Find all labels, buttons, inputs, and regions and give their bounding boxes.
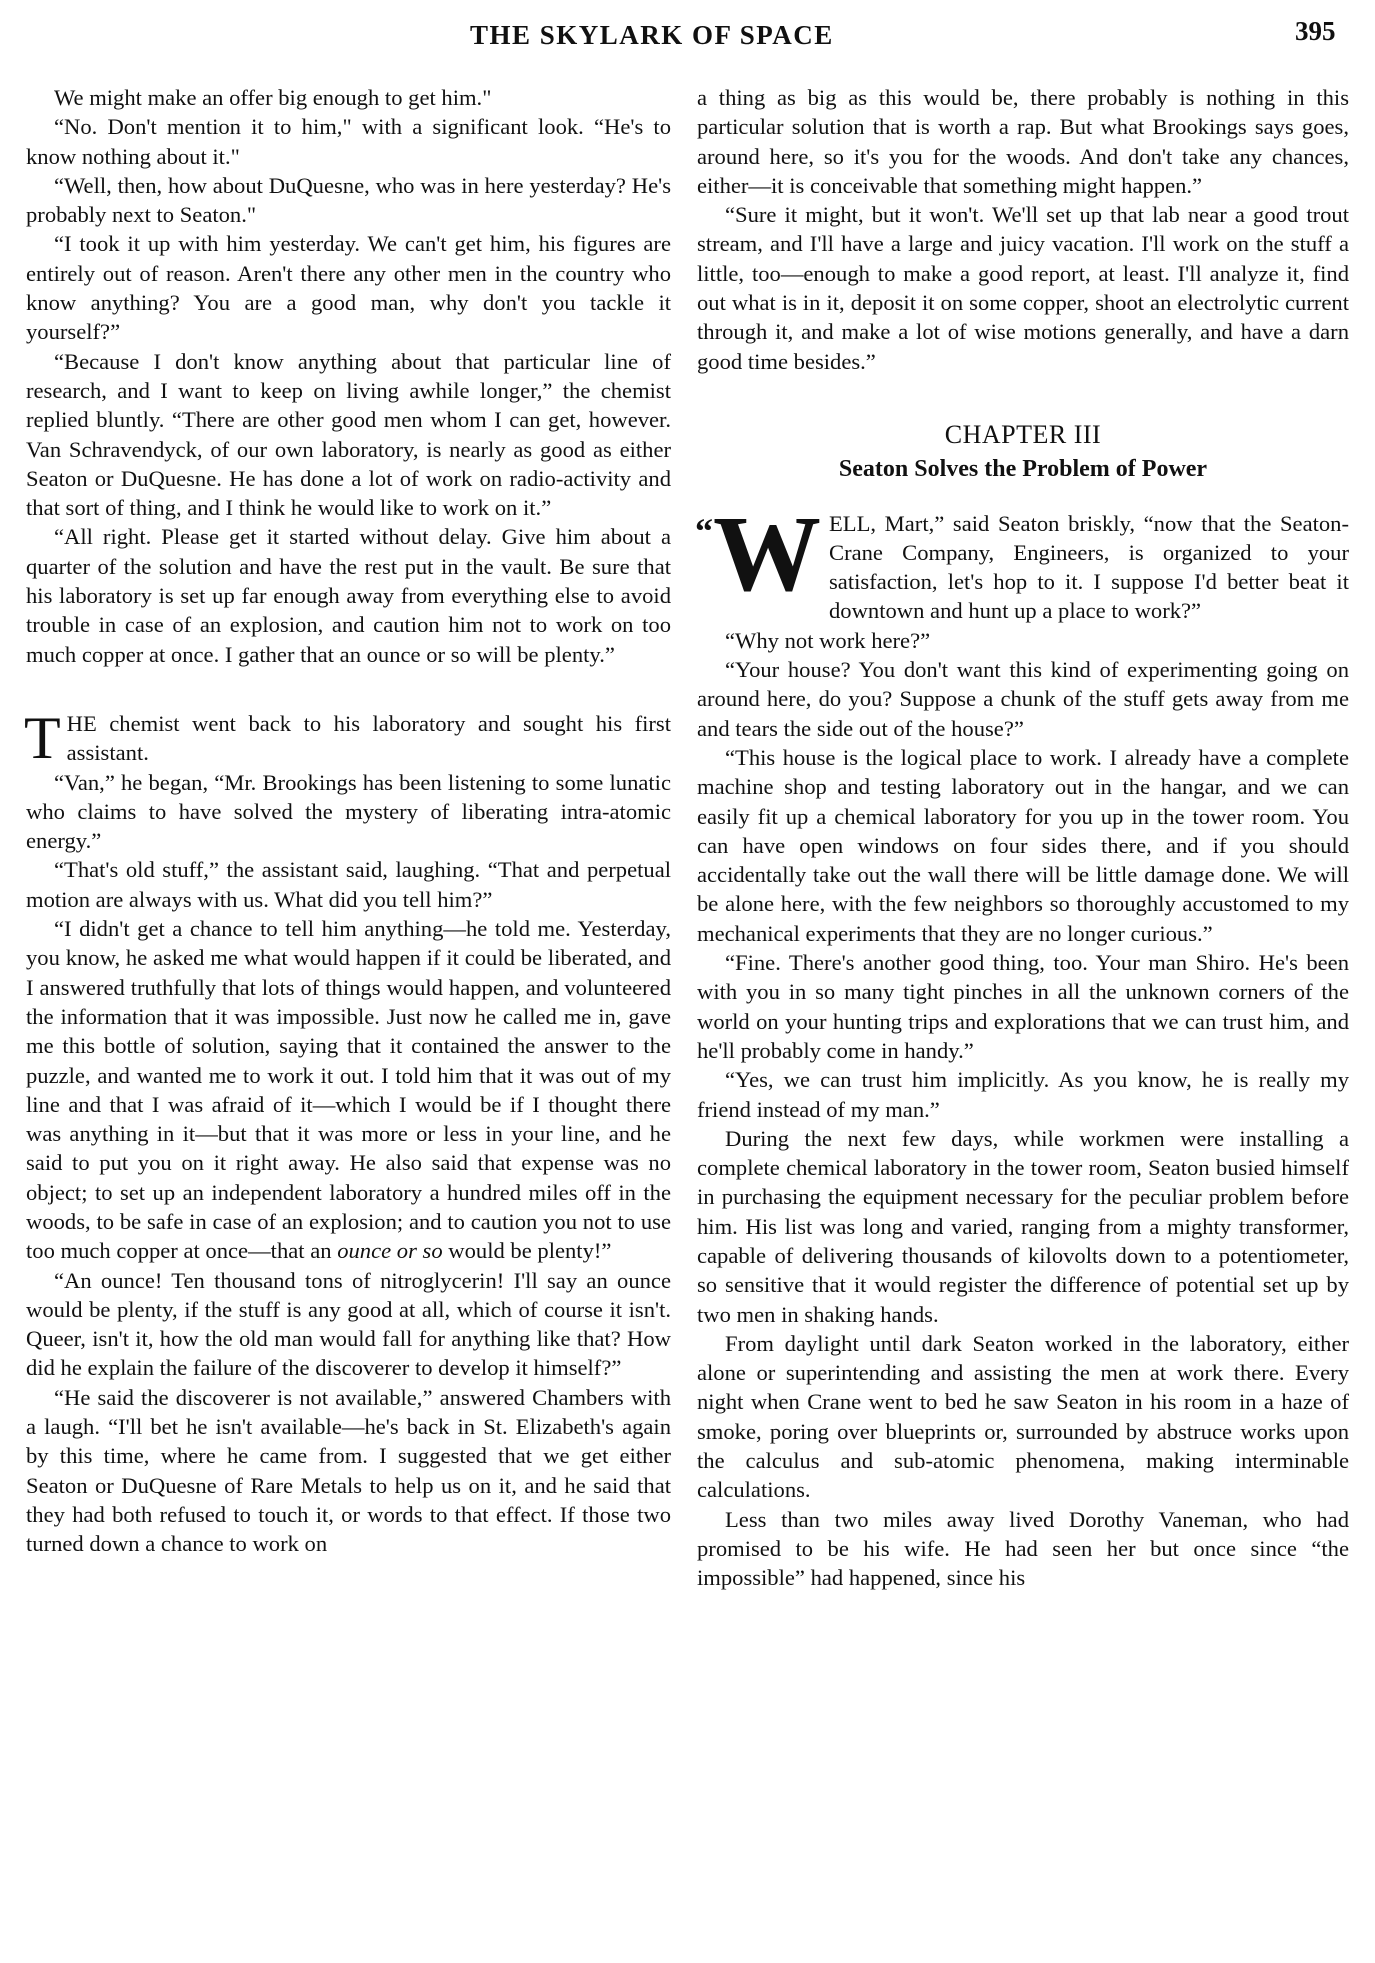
drop-cap [695,494,821,614]
paragraph: Less than two miles away lived Dorothy Vaneman, who had promised to be his wife. He had seen her but once since “the impossible” had happened, since his [697,1506,1349,1591]
chapter-number: CHAPTER III [944,419,1102,449]
paragraph: “I took it up with him yesterday. We can't get him, his figures are entirely out of reason. Aren't there any other men in the country who know anything? You are a good man, why don't you tackle it yourself?” [26,231,671,345]
paragraph: From daylight until dark Seaton worked in the laboratory, either alone or superintending and assisting the men at work there. Every night when Crane went to bed he saw Seaton in his room in a haze of smoke, poring over blueprints or, surrounded by abstruce works upon the calculus and sub-atomic phenomena, making interminable calculations. [697,1330,1349,1503]
page-number: 395 [1295,16,1336,46]
paragraph: During the next few days, while workmen were installing a complete chemical laboratory in the tower room, Seaton busied himself in purchasing the equipment necessary for the peculiar problem before him. His list was long and varied, ranging from a mighty transformer, capable of delivering thousands of kilovolts down to a potentiometer, so sensitive that it would register the difference of potential set up by two men in shaking hands. [697,1125,1349,1327]
paragraph-text: “I didn't get a chance to tell him anything—he told me. Yesterday, you know, he asked me what would happen if it could be liberated, and I answered truthfully that lots of things would happen, and volunteered the information that it was impossible. Just now he called me in, gave me this bottle of solution, saying that it contained the answer to the puzzle, and wanted me to work it out. I told him that it was out of my line and that I was afraid of it—which I would be if I thought there was anything in it—but that it was more or less in your line, and he said to put you on it right away. He also said that expense was no object; to set up an independent laboratory a hundred miles off in the woods, to be safe in case of an explosion; and to caution you not to use too much copper at once—that an [26,916,671,1264]
chapter-title: Seaton Solves the Problem of Power [838,456,1208,483]
chapter-opening-paragraph [695,494,1349,626]
paragraph-text: HE chemist went back to his laboratory and sought his first assistant. [66,710,671,766]
drop-cap-quote: “ [695,510,713,551]
paragraph: “He said the discoverer is not available,” answered Chambers with a laugh. “I'll bet he isn't available—he's back in St. Elizabeth's again by this time, where he came from. I suggested that we get either Seaton or DuQuesne of Rare Metals to help us on it, and he said that they had both refused to touch it, or words to that effect. If those two turned down a chance to work on [26,1384,671,1557]
paragraph: “Van,” he began, “Mr. Brookings has been listening to some lunatic who claims to have solved the mystery of liberating intra-atomic energy.” [26,769,671,854]
italic-phrase: ounce or so [337,1238,443,1264]
paragraph [26,914,671,1266]
paragraph: “This house is the logical place to work. I already have a complete machine shop and testing laboratory out in the hangar, and we can easily fit up a chemical laboratory for you up in the tower room. You can have open windows on four sides there, and if you should accidentally take out the wall there will be little damage done. We will be alone here, with the few neighbors so thoroughly accustomed to my mechanical experiments that they are no longer curious.” [697,744,1349,946]
paragraph: “Why not work here?” [725,627,931,653]
paragraph: We might make an offer big enough to get him." [54,85,492,110]
drop-cap-letter: W [713,494,821,614]
page-header [0,12,1375,52]
right-column [697,83,1349,1593]
paragraph: “Your house? You don't want this kind of experimenting going on around here, do you? Suppose a chunk of the stuff gets away from me and tears the side out of the house?” [697,657,1349,741]
paragraph: “An ounce! Ten thousand tons of nitroglycerin! I'll say an ounce would be plenty, if the stuff is any good at all, which of course it isn't. Queer, isn't it, how the old man would fall for anything like that? How did he explain the failure of the discoverer to develop it himself?” [26,1267,671,1381]
running-title: THE SKYLARK OF SPACE [470,20,834,50]
paragraph: “All right. Please get it started without delay. Give him about a quarter of the solution and have the rest put in the vault. Be sure that his laboratory is set up far enough away from everything else to avoid trouble in case of an explosion, and caution him not to work on too much copper at once. I gather that an ounce or so will be plenty.” [26,524,671,667]
paragraph: “Because I don't know anything about that particular line of research, and I want to keep on living awhile longer,” the chemist replied bluntly. “There are other good men whom I can get, however. Van Schravendyck, of our own laboratory, is nearly as good as either Seaton or DuQuesne. He has done a lot of work on radio-activity and that sort of thing, and I think he would like to work on it.” [26,348,671,521]
paragraph: “Sure it might, but it won't. We'll set up that lab near a good trout stream, and I'll have a large and juicy vacation. I'll work on the stuff a little, too—enough to make a good report, at least. I'll analyze it, find out what is in it, deposit it on some copper, shoot an electrolytic current through it, and make a lot of wise motions generally, and have a darn good time besides.” [697,202,1349,374]
paragraph: “Fine. There's another good thing, too. Your man Shiro. He's been with you in so many tight pinches in all the unknown corners of the world on your hunting trips and explorations that we can trust him, and he'll probably come in handy.” [697,950,1349,1063]
paragraph: “No. Don't mention it to him," with a significant look. “He's to know nothing about it." [26,114,671,169]
paragraph-text: ELL, Mart,” said Seaton briskly, “now that the Seaton-Crane Company, Engineers, is organized to your satisfaction, let's hop to it. I suppose I'd better beat it downtown and hunt up a place to work?” [829,510,1349,624]
paragraph-text: would be plenty!” [442,1238,612,1264]
drop-cap: T [24,704,61,771]
paragraph: “Well, then, how about DuQuesne, who was in here yesterday? He's probably next to Seaton." [26,172,671,228]
paragraph: a thing as big as this would be, there probably is nothing in this particular solution that is worth a rap. But what Brookings says goes, around here, so it's you for the woods. And don't take any chances, either—it is conceivable that something might happen.” [697,85,1349,198]
paragraph: “Yes, we can trust him implicitly. As you know, he is really my friend instead of my man.” [697,1067,1349,1122]
section-opening-paragraph [24,704,671,771]
paragraph: “That's old stuff,” the assistant said, laughing. “That and perpetual motion are always with us. What did you tell him?” [26,857,671,912]
section-break [26,669,671,709]
left-column [26,83,671,1559]
